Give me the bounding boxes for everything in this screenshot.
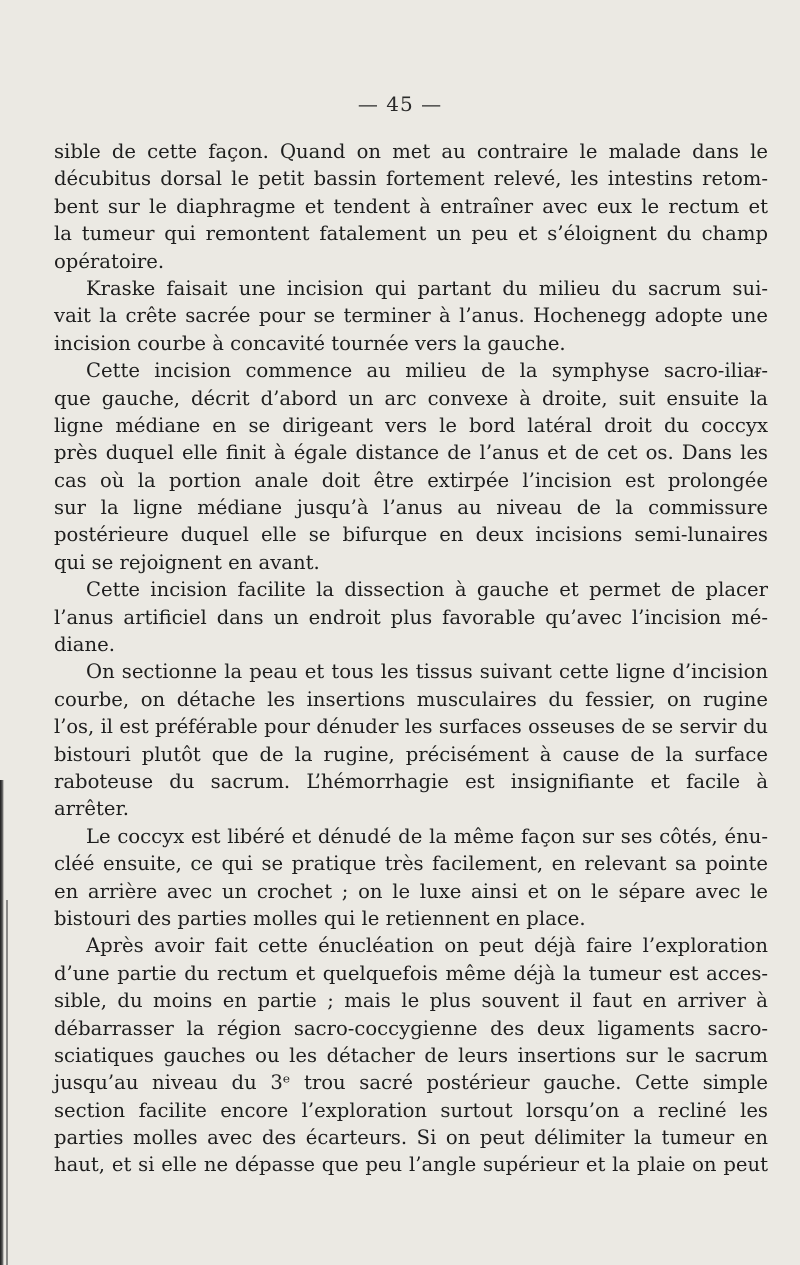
text-line: opératoire. (54, 249, 165, 273)
text-line: Cette incision facilite la dissection à gauche et permet de placer (86, 578, 768, 602)
text-line: sible, du moins en partie ; mais le plus souvent il faut en arriver à (54, 989, 768, 1013)
text-line: Cette incision commence au milieu de la symphyse sacro-iliaᵲ- (86, 359, 768, 383)
text-line: décubitus dorsal le petit bassin fortement relevé, les intestins retom- (54, 167, 768, 191)
text-line: courbe, on détache les insertions musculaires du fessier, on rugine (54, 687, 768, 711)
page-number: — 45 — (357, 92, 443, 116)
text-line: débarrasser la région sacro-coccygienne des deux ligaments sacro- (54, 1016, 768, 1040)
text-line: arrêter. (54, 797, 129, 821)
text-line: bistouri plutôt que de la rugine, précisément à cause de la surface (54, 742, 768, 766)
text-line: l’anus artificiel dans un endroit plus favorable qu’avec l’incision mé- (54, 605, 768, 629)
text-line: vait la crête sacrée pour se terminer à l’anus. Hochenegg adopte une (54, 304, 768, 328)
body-text (54, 138, 768, 1179)
text-line: l’os, il est préférable pour dénuder les surfaces osseuses de se servir du (54, 715, 768, 739)
text-line: cas où la portion anale doit être extirpée l’incision est prolongée (54, 468, 768, 492)
text-line: incision courbe à concavité tournée vers la gauche. (54, 331, 566, 355)
page-edge-line (6, 900, 8, 1265)
text-line: haut, et si elle ne dépasse que peu l’angle supérieur et la plaie on peut (54, 1153, 768, 1177)
text-line: qui se rejoignent en avant. (54, 550, 320, 574)
text-line: raboteuse du sacrum. L’hémorrhagie est insignifiante et facile à (54, 769, 768, 793)
text-line: ligne médiane en se dirigeant vers le bord latéral droit du coccyx (54, 413, 768, 437)
text-line: parties molles avec des écarteurs. Si on peut délimiter la tumeur en (54, 1126, 768, 1150)
text-line: cléé ensuite, ce qui se pratique très facilement, en relevant sa pointe (54, 852, 768, 876)
text-line: section facilite encore l’exploration surtout lorsqu’on a recliné les (54, 1098, 768, 1122)
text-line: diane. (54, 633, 115, 657)
text-line: la tumeur qui remontent fatalement un peu et s’éloignent du champ (54, 222, 768, 246)
text-line: Après avoir fait cette énucléation on peut déjà faire l’exploration (86, 934, 768, 958)
text-line: bent sur le diaphragme et tendent à entraîner avec eux le rectum et (54, 194, 768, 218)
text-line: d’une partie du rectum et quelquefois même déjà la tumeur est acces- (54, 961, 768, 985)
text-line: Kraske faisait une incision qui partant du milieu du sacrum sui- (86, 276, 768, 300)
text-line: On sectionne la peau et tous les tissus suivant cette ligne d’incision (86, 660, 768, 684)
text-line: jusqu’au niveau du 3ᵉ trou sacré postérieur gauche. Cette simple (54, 1071, 768, 1095)
text-line: Le coccyx est libéré et dénudé de la même façon sur ses côtés, énu- (86, 824, 768, 848)
text-line: sible de cette façon. Quand on met au contraire le malade dans le (54, 140, 768, 163)
text-line: près duquel elle finit à égale distance de l’anus et de cet os. Dans les (54, 441, 768, 465)
text-line: en arrière avec un crochet ; on le luxe ainsi et on le sépare avec le (54, 879, 768, 903)
page-edge-shadow (0, 780, 4, 1265)
text-line: sciatiques gauches ou les détacher de leurs insertions sur le sacrum (54, 1043, 768, 1067)
text-line: que gauche, décrit d’abord un arc convexe à droite, suit ensuite la (54, 386, 768, 410)
text-line: sur la ligne médiane jusqu’à l’anus au niveau de la commissure (54, 496, 768, 520)
text-line: bistouri des parties molles qui le retiennent en place. (54, 906, 586, 930)
text-line: postérieure duquel elle se bifurque en deux incisions semi-lunaires (54, 523, 768, 547)
